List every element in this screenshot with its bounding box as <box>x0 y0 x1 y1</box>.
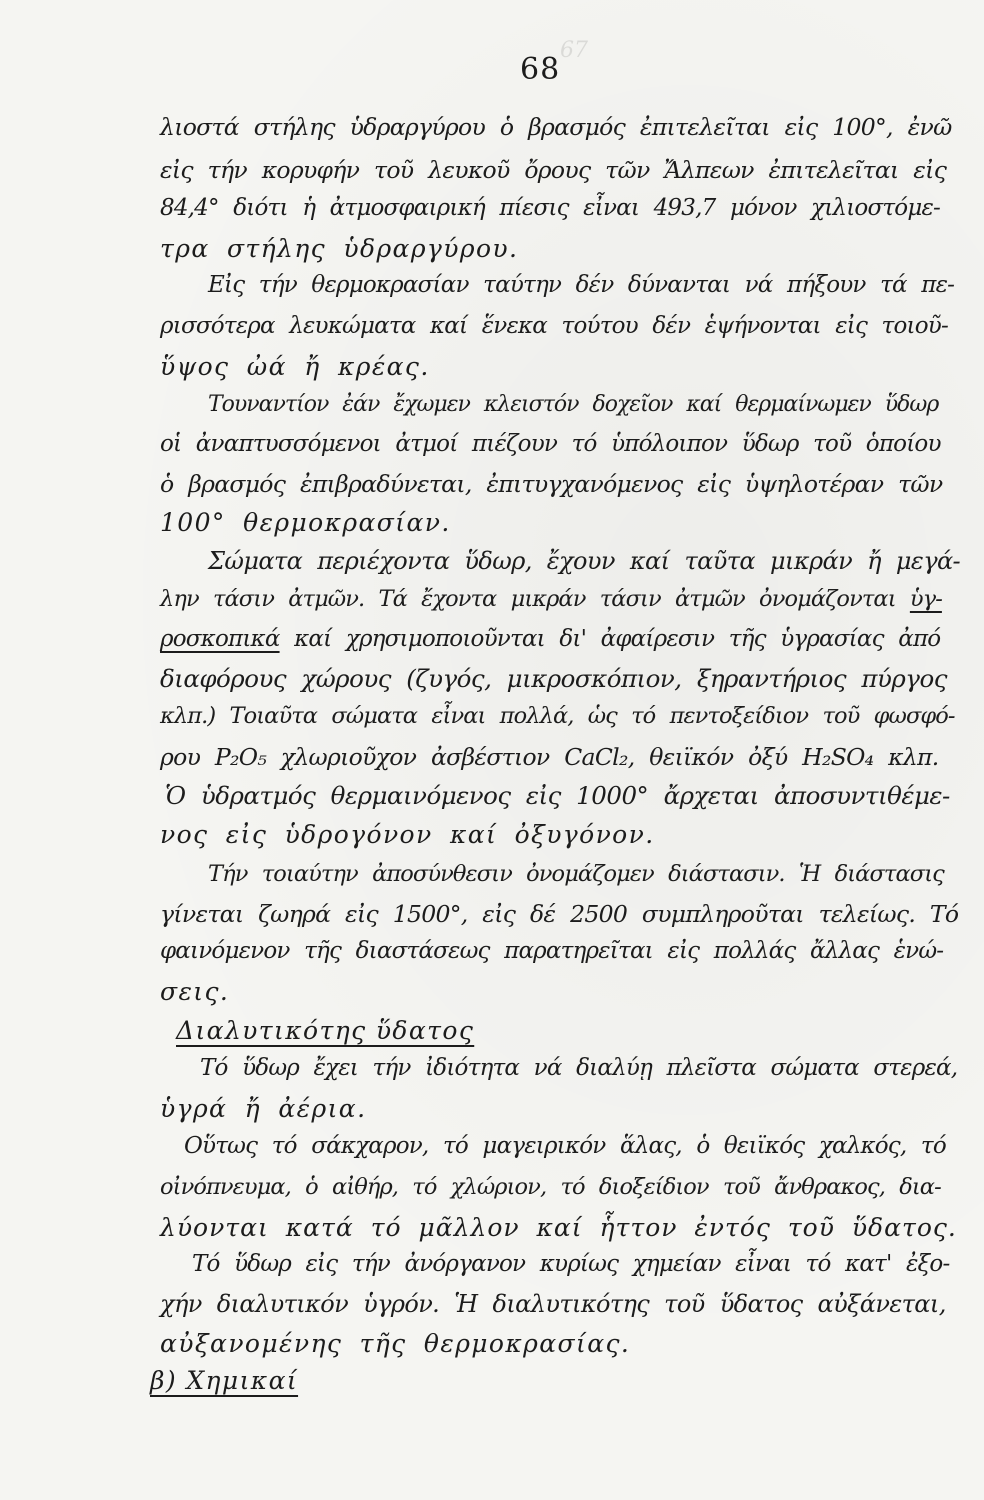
text-line-29: λύονται κατά τό μᾶλλον καί ἧττον ἐντός τοῦ ὕδατος. <box>160 1213 957 1242</box>
text-line-8: Τουναντίον ἐάν ἔχωμεν κλειστόν δοχεῖον καί θερμαίνωμεν ὕδωρ <box>208 392 939 417</box>
text-line-19: νος εἰς ὑδρογόνον καί ὀξυγόνον. <box>160 820 655 849</box>
text-line-14: ροσκοπικά καί χρησιμοποιοῦνται δι' ἀφαίρεσιν τῆς ὑγρασίας ἀπό <box>160 626 941 652</box>
text-line-12: Σώματα περιέχοντα ὕδωρ, ἔχουν καί ταῦτα μικράν ἤ μεγά- <box>208 547 961 575</box>
section-heading-solubility: Διαλυτικότης ὕδατος <box>176 1016 475 1045</box>
text-line-3: 84,4° διότι ἡ ἀτμοσφαιρική πίεσις εἶναι 493,7 μόνον χιλιοστόμε- <box>160 195 940 221</box>
underlined-term: ὑγ- <box>909 586 942 612</box>
text-line-2: εἰς τήν κορυφήν τοῦ λευκοῦ ὄρους τῶν Ἄλπεων ἐπιτελεῖται εἰς <box>160 156 947 184</box>
text-line-31: χήν διαλυτικόν ὑγρόν. Ἡ διαλυτικότης τοῦ ὕδατος αὐξάνεται, <box>160 1290 946 1318</box>
text-line-30: Τό ὕδωρ εἰς τήν ἀνόργανον κυρίως χημείαν εἶναι τό κατ' ἐξο- <box>192 1251 950 1277</box>
text-line-9: οἱ ἀναπτυσσόμενοι ἀτμοί πιέζουν τό ὑπόλοιπον ὕδωρ τοῦ ὁποίου <box>160 431 941 457</box>
text-line-27: Οὕτως τό σάκχαρον, τό μαγειρικόν ἅλας, ὁ θειϊκός χαλκός, τό <box>184 1133 946 1159</box>
section-heading-chemical: β) Χημικαί <box>150 1366 299 1395</box>
text-line-23: σεις. <box>160 977 230 1006</box>
text-line-6: ρισσότερα λευκώματα καί ἕνεκα τούτου δέν ἑψήνονται εἰς τοιοῦ- <box>160 313 948 339</box>
underlined-term: ροσκοπικά <box>160 626 280 652</box>
text-line-5: Εἰς τήν θερμοκρασίαν ταύτην δέν δύνανται νά πήξουν τά πε- <box>208 272 955 298</box>
text-line-22: φαινόμενον τῆς διαστάσεως παρατηρεῖται εἰς πολλάς ἄλλας ἑνώ- <box>160 938 944 964</box>
text-line-11: 100° θερμοκρασίαν. <box>160 508 451 537</box>
text-line-18: Ὁ ὑδρατμός θερμαινόμενος εἰς 1000° ἄρχεται ἀποσυντιθέμε- <box>165 781 950 810</box>
text-line-21: γίνεται ζωηρά εἰς 1500°, εἰς δέ 2500 συμπληροῦται τελείως. Τό <box>160 900 959 928</box>
text-line-16: κλπ.) Τοιαῦτα σώματα εἶναι πολλά, ὡς τό πεντοξείδιον τοῦ φωσφό- <box>160 703 955 729</box>
bleed-through-page-number: 67 <box>560 38 588 63</box>
text-line-25: Τό ὕδωρ ἔχει τήν ἰδιότητα νά διαλύῃ πλεῖστα σώματα στερεά, <box>200 1055 958 1081</box>
text-line-26: ὑγρά ἤ ἀέρια. <box>160 1094 367 1123</box>
text-line-20: Τήν τοιαύτην ἀποσύνθεσιν ὀνομάζομεν διάστασιν. Ἡ διάστασις <box>208 861 944 887</box>
text-line-10: ὁ βρασμός ἐπιβραδύνεται, ἐπιτυγχανόμενος εἰς ὑψηλοτέραν τῶν <box>160 470 943 498</box>
text-line-7: ὕψος ὠά ἤ κρέας. <box>160 352 430 381</box>
text-line-15: διαφόρους χώρους (ζυγός, μικροσκόπιον, ξηραντήριος πύργος <box>160 664 947 693</box>
text-line-1: λιοστά στήλης ὑδραργύρου ὁ βρασμός ἐπιτελεῖται εἰς 100°, ἐνῶ <box>160 113 952 141</box>
text-line-17: ρου P₂O₅ χλωριοῦχον ἀσβέστιον CaCl₂, θειϊκόν ὀξύ H₂SO₄ κλπ. <box>160 743 939 771</box>
text-line-28: οἰνόπνευμα, ὁ αἰθήρ, τό χλώριον, τό διοξείδιον τοῦ ἄνθρακος, δια- <box>160 1174 941 1200</box>
text-line-4: τρα στήλης ὑδραργύρου. <box>160 234 519 263</box>
page-number: 68 <box>520 52 561 87</box>
text-line-32: αὐξανομένης τῆς θερμοκρασίας. <box>160 1329 631 1358</box>
text-line-13: λην τάσιν ἀτμῶν. Τά ἔχοντα μικράν τάσιν ἀτμῶν ὀνομάζονται ὑγ- <box>160 586 942 612</box>
